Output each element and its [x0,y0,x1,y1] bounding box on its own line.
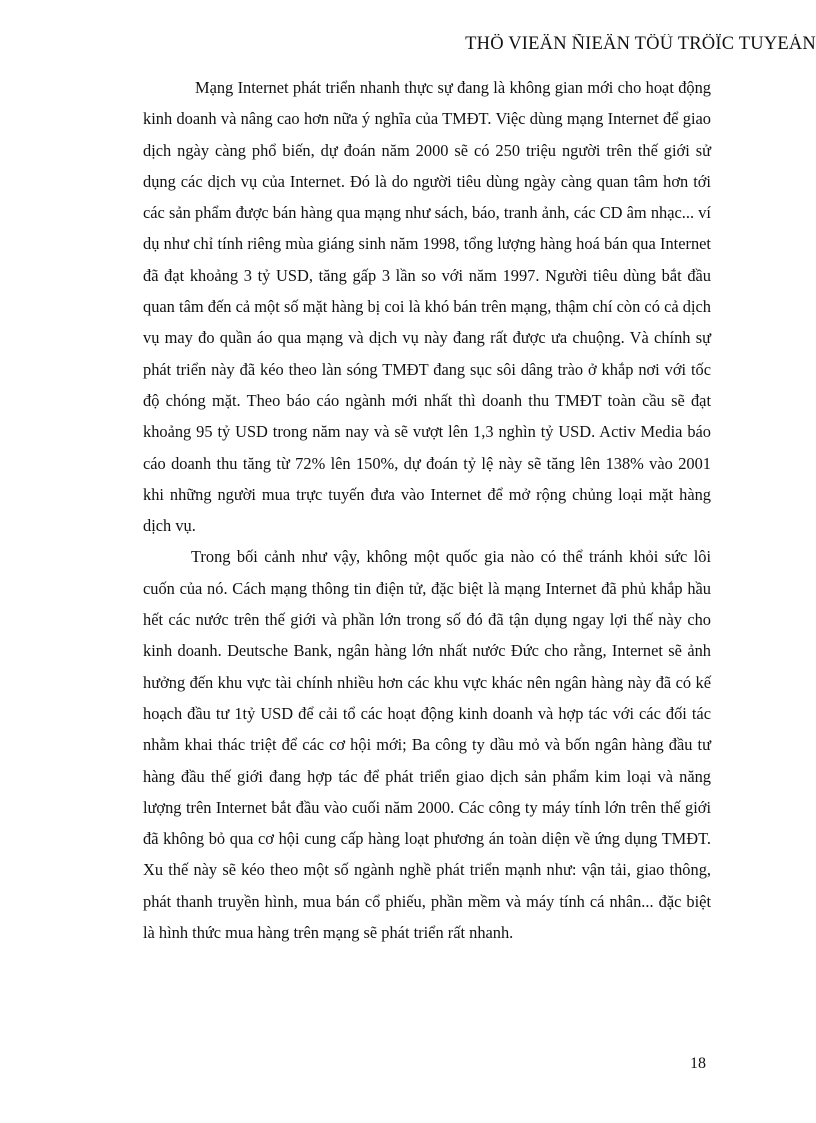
page-number: 18 [690,1055,706,1072]
page-header: THÖ VIEÄN ÑIEÄN TÖÛ TRÖÏC TUYEÁN [465,34,816,54]
paragraph-2: Trong bối cảnh như vậy, không một quốc gia nào có thể tránh khỏi sức lôi cuốn của nó. Cách mạng thông tin điện tử, đặc biệt là mạng Internet đã phủ khắp hầu hết các nước trên thế giới và phần lớn trong số đó đã tận dụng ngay lợi thế này cho kinh doanh. Deutsche Bank, ngân hàng lớn nhất nước Đức cho rằng, Internet sẽ ảnh hưởng đến khu vực tài chính nhiều hơn các khu vực khác nên ngân hàng này đã có kế hoạch đầu tư 1tỷ USD để cải tổ các hoạt động kinh doanh và hợp tác với các đối tác nhằm khai thác triệt để các cơ hội mới; Ba công ty dầu mỏ và bốn ngân hàng đầu tư hàng đầu thế giới đang hợp tác để phát triển giao dịch sản phẩm kim loại và năng lượng trên Internet bắt đầu vào cuối năm 2000. Các công ty máy tính lớn trên thế giới đã không bỏ qua cơ hội cung cấp hàng loạt phương án toàn diện về ứng dụng TMĐT. Xu thế này sẽ kéo theo một số ngành nghề phát triển mạnh như: vận tải, giao thông, phát thanh truyền hình, mua bán cổ phiếu, phần mềm và máy tính cá nhân... đặc biệt là hình thức mua hàng trên mạng sẽ phát triển rất nhanh. [143,547,711,943]
document-body [143,72,711,948]
paragraph-1: Mạng Internet phát triển nhanh thực sự đang là không gian mới cho hoạt động kinh doanh và nâng cao hơn nữa ý nghĩa của TMĐT. Việc dùng mạng Internet để giao dịch ngày càng phổ biến, dự đoán năm 2000 sẽ có 250 triệu người trên thế giới sử dụng các dịch vụ của Internet. Đó là do người tiêu dùng ngày càng quan tâm hơn tới các sản phẩm được bán hàng qua mạng như sách, báo, tranh ảnh, các CD âm nhạc... ví dụ như chỉ tính riêng mùa giáng sinh năm 1998, tổng lượng hàng hoá bán qua Internet đã đạt khoảng 3 tỷ USD, tăng gấp 3 lần so với năm 1997. Người tiêu dùng bắt đầu quan tâm đến cả một số mặt hàng bị coi là khó bán trên mạng, thậm chí còn có cả dịch vụ may đo quần áo qua mạng và dịch vụ này đang rất được ưa chuộng. Và chính sự phát triển này đã kéo theo làn sóng TMĐT đang sục sôi dâng trào ở khắp nơi với tốc độ chóng mặt. Theo báo cáo ngành mới nhất thì doanh thu TMĐT toàn cầu sẽ đạt khoảng 95 tỷ USD trong năm nay và sẽ vượt lên 1,3 nghìn tỷ USD. Activ Media báo cáo doanh thu tăng từ 72% lên 150%, dự đoán tỷ lệ này sẽ tăng lên 138% vào 2001 khi những người mua trực tuyến đưa vào Internet để mở rộng chủng loại mặt hàng dịch vụ. [143,78,711,536]
